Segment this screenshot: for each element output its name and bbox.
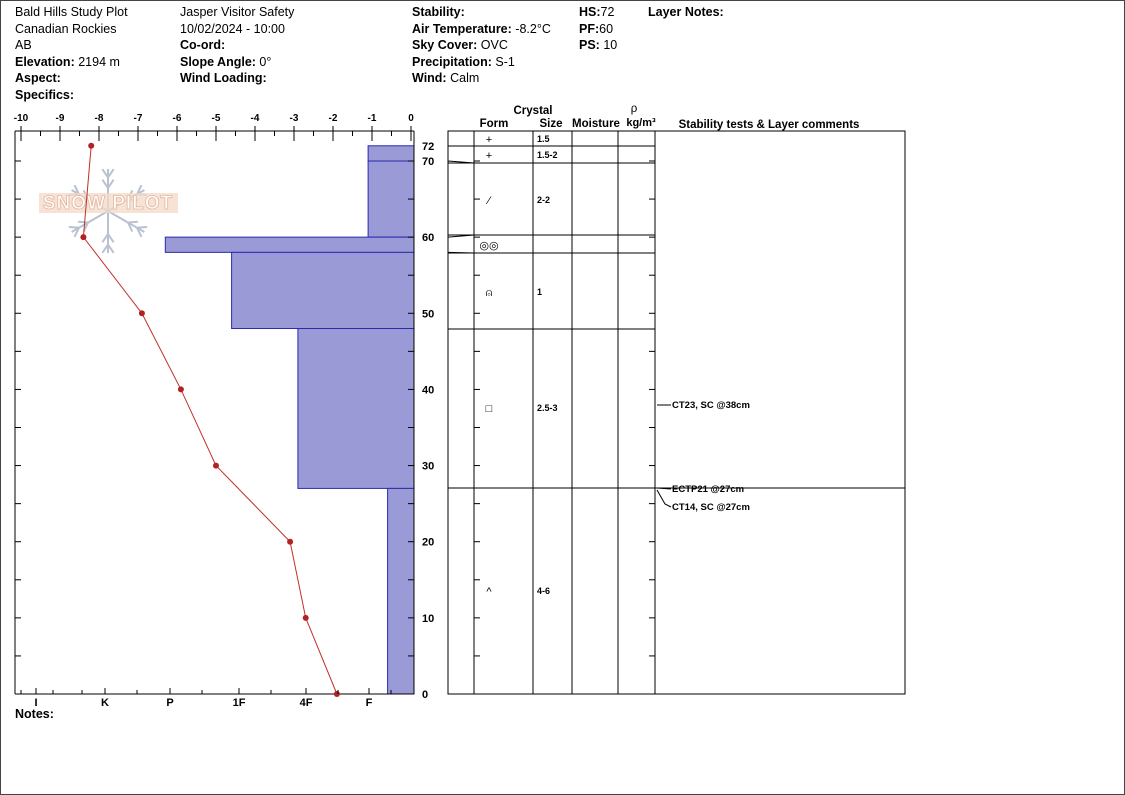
hardness-bar [165,237,414,252]
aspect: Aspect: [15,71,61,85]
layer-form-symbol: ⍝ [485,287,493,299]
hardness-label: K [101,697,109,709]
height-tick-label: 10 [422,612,435,625]
stability: Stability: [412,5,465,19]
temp-tick-label: -9 [55,113,65,124]
temp-tick-label: -7 [133,113,143,124]
layer-size: 2.5-3 [537,403,558,413]
hardness-bar [388,488,414,694]
temperature-point [287,539,293,545]
temp-tick-label: -5 [211,113,221,124]
temperature-point [178,386,184,392]
hardness-profile [165,146,414,694]
height-tick-label: 72 [422,141,435,153]
temp-tick-label: -2 [328,113,338,124]
coordinates: Co-ord: [180,38,226,52]
layer-form-symbol: □ [485,403,493,415]
temp-tick-label: -3 [289,113,299,124]
rho-header: ρ [630,103,638,115]
stability-test-arrow [657,490,671,507]
comments-header: Stability tests & Layer comments [678,119,860,131]
sky-cover: Sky Cover: OVC [412,38,508,52]
form-header: Form [479,118,509,130]
flake-arm [108,211,144,232]
density-header: kg/m³ [626,117,656,129]
elevation: Elevation: 2194 m [15,54,120,69]
watermark-text: SNOW PILOT [42,193,174,214]
stability-test-label: ECTP21 @27cm [672,484,745,495]
temp-tick-label: -1 [367,113,377,124]
wind: Wind: Calm [412,71,480,85]
hardness-label: 1F [232,697,246,709]
height-tick-label: 30 [422,460,435,473]
layer-connector [448,252,474,253]
organization: Jasper Visitor Safety [180,5,295,19]
flake-branch [137,227,147,228]
height-tick-label: 0 [422,689,429,701]
specifics: Specifics: [15,87,75,102]
hardness-label: I [34,697,38,709]
layer-form-symbol: ^ [486,586,492,598]
layer-form-symbol: ⁄ [488,195,490,207]
layer-form-symbol: ◎◎ [479,240,499,252]
flake-branch [78,222,88,223]
layer-size: 4-6 [537,586,551,596]
layer-size: 2-2 [537,195,551,205]
hardness-label: 4F [299,697,313,709]
snowpilot-watermark [39,169,178,253]
air-temperature: Air Temperature: -8.2°C [412,21,551,36]
stability-tests [657,400,750,513]
height-tick-label: 70 [422,156,435,168]
temperature-point [139,310,145,316]
temp-tick-label: -4 [250,113,260,124]
crystal-header: Crystal [513,105,553,117]
province: AB [15,38,32,52]
temp-tick-label: 0 [408,113,414,124]
flake-branch [69,227,79,228]
location-name: Bald Hills Study Plot [15,5,128,19]
temp-tick-label: -10 [13,113,29,124]
layer-form-symbol: + [485,134,493,146]
temperature-point [80,234,86,240]
height-tick-label: 60 [422,232,435,245]
temperature-point [303,615,309,621]
layer-table [448,131,905,694]
date-time: 10/02/2024 - 10:00 [180,21,285,36]
stability-test-label: CT23, SC @38cm [672,400,750,411]
hardness-bar [232,252,414,328]
hardness-bar [368,146,414,161]
penetration-foot: PF:60 [579,21,614,36]
moisture-header: Moisture [572,118,620,130]
layer-size: 1.5 [537,134,550,144]
flake-arm [72,211,108,232]
layer-size: 1 [537,287,543,297]
slope-angle: Slope Angle: 0° [180,54,272,69]
mountain-range: Canadian Rockies [15,21,117,36]
height-tick-label: 50 [422,308,435,321]
penetration-ski: PS: 10 [579,38,618,52]
temp-tick-label: -8 [94,113,104,124]
table-header [480,103,860,131]
wind-loading: Wind Loading: [180,71,267,85]
layer-form-symbol: + [485,150,493,162]
notes-label: Notes: [15,707,54,721]
precipitation: Precipitation: S-1 [412,54,515,69]
temperature-point [88,143,94,149]
temperature-point [213,463,219,469]
height-tick-label: 40 [422,384,435,397]
hardness-bar [368,161,414,237]
hardness-bar [298,329,414,489]
flake-branch [128,222,138,223]
size-header: Size [539,118,563,130]
hardness-label: P [166,697,174,709]
height-of-snow: HS:72 [579,5,615,19]
height-tick-label: 20 [422,536,435,549]
table-frame [448,131,905,694]
layer-notes: Layer Notes: [648,5,724,19]
temp-tick-label: -6 [172,113,182,124]
stability-test-label: CT14, SC @27cm [672,502,750,513]
layer-size: 1.5-2 [537,150,558,160]
temperature-point [334,691,340,697]
snow-profile-chart [1,1,1124,794]
temperature-axis [14,113,414,141]
hardness-label: F [365,697,373,709]
